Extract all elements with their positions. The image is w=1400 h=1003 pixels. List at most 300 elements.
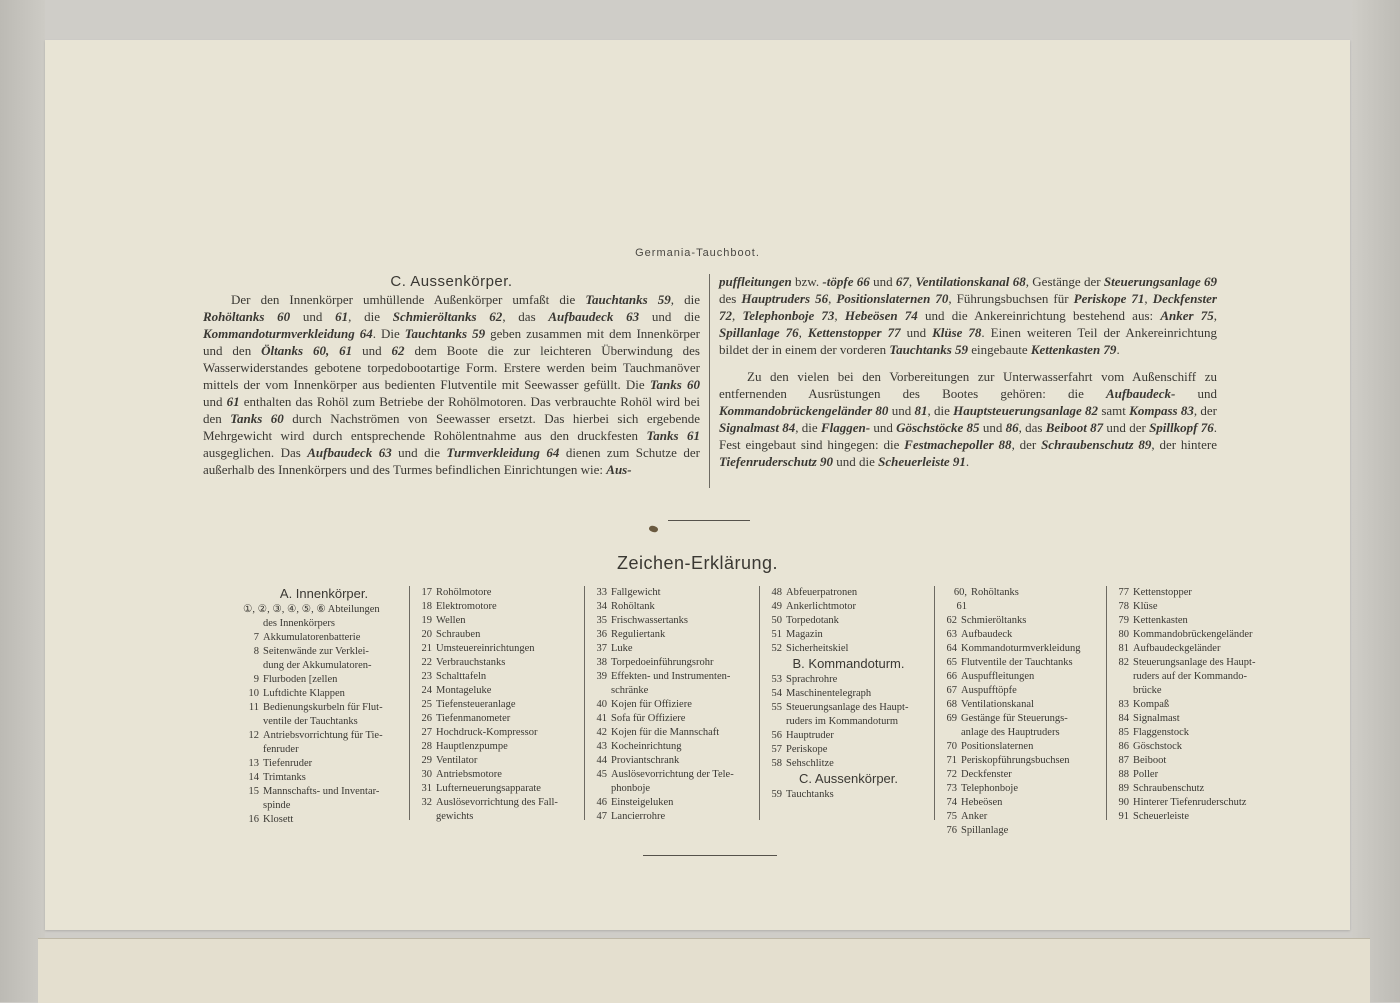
- text-run: und: [203, 394, 227, 409]
- legend-item-number: 87: [1118, 755, 1129, 766]
- text-run: und die: [639, 309, 700, 324]
- legend-item-number: 37: [596, 643, 607, 654]
- legend-item-label: Abfeuerpatronen: [786, 587, 858, 598]
- legend-item-number: 9: [253, 674, 259, 685]
- legend-item-label: brücke: [1133, 685, 1162, 696]
- emphasized-term: Tanks 60: [230, 411, 284, 426]
- legend-item: [1113, 628, 1278, 642]
- text-run: ,: [798, 325, 808, 340]
- legend-item-number: 88: [1118, 769, 1129, 780]
- legend-item-number: 56: [771, 730, 782, 741]
- legend-item: [766, 715, 931, 729]
- legend-item-number: 15: [248, 786, 259, 797]
- legend-item: [591, 796, 756, 810]
- legend-item: [243, 729, 405, 743]
- paragraph-2: [719, 368, 1217, 470]
- legend-item-label: Tauchtanks: [786, 789, 834, 800]
- legend-item-label: Schraubenschutz: [1133, 783, 1205, 794]
- legend-item-number: 46: [596, 797, 607, 808]
- legend-item-label: Flurboden [zellen: [263, 674, 338, 685]
- text-column-right: [719, 273, 1217, 470]
- legend-item-number: 40: [596, 699, 607, 710]
- text-run: enthalten das Rohöl zum Betriebe der Rohölmotoren. Das verbrauchte Rohöl wird bei den: [203, 394, 700, 426]
- emphasized-term: Hauptruders 56: [741, 291, 829, 306]
- legend-item: [766, 757, 931, 771]
- legend-item-number: [941, 726, 957, 740]
- text-run: . Einen weiteren Teil der Ankereinrichtung bildet der in einem der vorderen: [719, 325, 1218, 357]
- legend-item: [591, 768, 756, 782]
- legend-item-label: spinde: [263, 800, 291, 811]
- legend-item-number: 67: [946, 685, 957, 696]
- legend-item: [243, 617, 405, 631]
- text-column-left: [203, 273, 700, 478]
- legend-item-number: 86: [1118, 741, 1129, 752]
- legend-item: [1113, 600, 1278, 614]
- legend-item-number: 47: [596, 811, 607, 822]
- legend-item-label: Ventilator: [436, 755, 478, 766]
- text-run: und: [888, 403, 915, 418]
- legend-item-number: 43: [596, 741, 607, 752]
- legend-item-number: [243, 659, 259, 673]
- legend-item: [766, 642, 931, 656]
- legend-item-number: 75: [946, 811, 957, 822]
- legend-item-label: Periskopführungsbuchsen: [961, 755, 1070, 766]
- legend-item: [243, 799, 405, 813]
- text-run: .: [965, 454, 970, 469]
- legend-item-label: Ankerlichtmotor: [786, 601, 856, 612]
- emphasized-term: Aufbaudeck-: [1106, 386, 1176, 401]
- legend-item-label: Hochdruck-Kompressor: [436, 727, 538, 738]
- legend-item: [243, 813, 405, 827]
- legend-item-number: [591, 782, 607, 796]
- text-run: , das: [1018, 420, 1046, 435]
- legend-item: [416, 726, 581, 740]
- text-run: .: [1116, 342, 1120, 357]
- legend-item: [766, 743, 931, 757]
- text-run: ,: [1213, 308, 1218, 323]
- emphasized-term: Spillkopf 76: [1149, 420, 1214, 435]
- legend-item: [243, 771, 405, 785]
- legend-item-label: Periskope: [786, 744, 828, 755]
- text-run: durch Nachströmen von Seewasser ersetzt. Das hierbei sich ergebende Mehrgewicht wird durch entsprechende Rohölentnahme aus den druckfesten: [203, 411, 700, 443]
- legend-title: Zeichen-Erklärung.: [616, 553, 779, 573]
- legend-item-label: Sprachrohre: [786, 674, 838, 685]
- text-run: und der: [1103, 420, 1150, 435]
- legend-item: [941, 754, 1106, 768]
- legend-item-number: 63: [946, 629, 957, 640]
- emphasized-term: Öltanks 60, 61: [261, 343, 353, 358]
- emphasized-term: 62: [391, 343, 405, 358]
- legend-item-label: Reguliertank: [611, 629, 666, 640]
- legend-item-label: schränke: [611, 685, 649, 696]
- section-title: C. Aussenkörper.: [390, 273, 513, 290]
- legend-item-label: Effekten- und Instrumenten-: [611, 671, 731, 682]
- legend-item-label: ①, ②, ③, ④, ⑤, ⑥ Abteilungen: [243, 604, 380, 615]
- legend-item: [766, 701, 931, 715]
- legend-item-label: Wellen: [436, 615, 466, 626]
- legend-item: [1113, 614, 1278, 628]
- legend-item: [591, 586, 756, 600]
- legend-item-number: 68: [946, 699, 957, 710]
- legend-item: [766, 628, 931, 642]
- legend-column-6: [1113, 586, 1278, 824]
- legend-item-label: Einsteigeluken: [611, 797, 674, 808]
- legend-item: [1113, 642, 1278, 656]
- legend-item: [416, 642, 581, 656]
- legend-item-label: ventile der Tauchtanks: [263, 716, 358, 727]
- legend-item: [591, 712, 756, 726]
- legend-item-label: Ventilationskanal: [961, 699, 1034, 710]
- legend-item-number: 71: [946, 755, 957, 766]
- legend-item: [1113, 768, 1278, 782]
- legend-item-number: [243, 715, 259, 729]
- emphasized-term: Signalmast 84: [719, 420, 796, 435]
- legend-item-label: Steuerungsanlage des Haupt-: [1133, 657, 1256, 668]
- legend-column-4: [766, 586, 931, 802]
- legend-subheading: A. Innenkörper.: [279, 586, 369, 601]
- legend-column-separator: [934, 586, 935, 820]
- legend-item-label: Luftdichte Klappen: [263, 688, 345, 699]
- legend-item-label: Elektromotore: [436, 601, 497, 612]
- emphasized-term: 81: [914, 403, 928, 418]
- legend-item: [1113, 656, 1278, 670]
- legend-item-label: Steuerungsanlage des Haupt-: [786, 702, 909, 713]
- legend-item: [941, 768, 1106, 782]
- document-page: [45, 40, 1350, 930]
- text-run: ,: [828, 291, 837, 306]
- emphasized-term: Hauptsteuerungsanlage 82: [953, 403, 1099, 418]
- legend-item-label: Magazin: [786, 629, 823, 640]
- emphasized-term: Kommandobrückengeländer 80: [719, 403, 889, 418]
- legend-item: [766, 729, 931, 743]
- emphasized-term: Anker 75: [1160, 308, 1214, 323]
- emphasized-term: Festmachepoller 88: [904, 437, 1012, 452]
- emphasized-term: Turmverkleidung 64: [446, 445, 560, 460]
- legend-item-number: 21: [421, 643, 432, 654]
- ink-blot: [648, 525, 659, 534]
- legend-column-separator: [584, 586, 585, 820]
- legend-item: [591, 782, 756, 796]
- text-run: . Fest eingebaut sind hingegen: die: [719, 420, 1217, 452]
- legend-item-number: 90: [1118, 797, 1129, 808]
- legend-item-label: Spillanlage: [961, 825, 1009, 836]
- legend-item: [941, 586, 1106, 614]
- legend-item-number: 12: [248, 730, 259, 741]
- legend-item-label: Beiboot: [1133, 755, 1167, 766]
- emphasized-term: Tiefenruderschutz 90: [719, 454, 833, 469]
- legend-item-number: 36: [596, 629, 607, 640]
- legend-item-label: Rohöltank: [611, 601, 655, 612]
- text-run: Zu den vielen bei den Vorbereitungen zur Unterwasserfahrt vom Außenschiff zu entfernenden Ausrüstungen des Bootes gehören: die: [719, 369, 1217, 401]
- legend-item-number: 28: [421, 741, 432, 752]
- legend-item-number: 81: [1118, 643, 1129, 654]
- legend-column-5: [941, 586, 1106, 838]
- legend-item-label: Schrauben: [436, 629, 481, 640]
- emphasized-term: Ventilationskanal 68: [915, 274, 1026, 289]
- legend-subheading: B. Kommandoturm.: [792, 656, 905, 671]
- text-run: und: [900, 325, 933, 340]
- emphasized-term: puffleitungen: [719, 274, 792, 289]
- legend-item-label: Kocheinrichtung: [611, 741, 682, 752]
- legend-column-separator: [759, 586, 760, 820]
- legend-item: [591, 642, 756, 656]
- emphasized-term: Tauchtanks 59: [889, 342, 969, 357]
- legend-item-label: phonboje: [611, 783, 651, 794]
- text-run: des: [719, 291, 742, 306]
- emphasized-term: 61: [226, 394, 240, 409]
- paragraph-1: [203, 291, 700, 478]
- legend-item: [1113, 698, 1278, 712]
- emphasized-term: Periskope 71: [1073, 291, 1145, 306]
- legend-item: [1113, 782, 1278, 796]
- emphasized-term: 86: [1005, 420, 1019, 435]
- emphasized-term: Deckfenster 72: [719, 291, 1217, 323]
- legend-item-number: 16: [248, 814, 259, 825]
- legend-item: [416, 656, 581, 670]
- legend-item-label: Deckfenster: [961, 769, 1012, 780]
- legend-item-number: 52: [771, 643, 782, 654]
- legend-item-number: 38: [596, 657, 607, 668]
- legend-item-number: 76: [946, 825, 957, 836]
- emphasized-term: Tauchtanks 59: [404, 326, 486, 341]
- legend-item: [243, 673, 405, 687]
- legend-item: [1113, 684, 1278, 698]
- legend-item-label: Aufbaudeck: [961, 629, 1013, 640]
- text-run: Der den Innenkörper umhüllende Außenkörper umfaßt die: [231, 292, 586, 307]
- legend-column-2: [416, 586, 581, 824]
- text-run: ,: [732, 308, 743, 323]
- legend-item-number: 39: [596, 671, 607, 682]
- legend-item-number: 17: [421, 587, 432, 598]
- emphasized-term: Göschstöcke 85: [896, 420, 980, 435]
- legend-item-number: 23: [421, 671, 432, 682]
- legend-item: [591, 754, 756, 768]
- legend-item-label: Scheuerleiste: [1133, 811, 1189, 822]
- legend-item: [591, 684, 756, 698]
- emphasized-term: Flaggen-: [820, 420, 871, 435]
- legend-column-separator: [1106, 586, 1107, 820]
- legend-item-number: 45: [596, 769, 607, 780]
- legend-item-number: 44: [596, 755, 607, 766]
- legend-item-label: Umsteuereinrichtungen: [436, 643, 535, 654]
- legend-item-label: dung der Akkumulatoren-: [263, 660, 372, 671]
- emphasized-term: Tanks 60: [649, 377, 700, 392]
- legend-item-label: Göschstock: [1133, 741, 1182, 752]
- legend-item-number: [243, 743, 259, 757]
- legend-item-label: Kojen für die Mannschaft: [611, 727, 720, 738]
- legend-column-separator: [409, 586, 410, 820]
- legend-item: [941, 810, 1106, 824]
- background-right: [1352, 0, 1400, 1002]
- legend-item: [591, 810, 756, 824]
- legend-item: [416, 754, 581, 768]
- legend-item-label: fenruder: [263, 744, 299, 755]
- text-run: und: [290, 309, 336, 324]
- emphasized-term: Aufbaudeck 63: [548, 309, 640, 324]
- legend-item-label: Mannschafts- und Inventar-: [263, 786, 380, 797]
- emphasized-term: Tanks 61: [646, 428, 700, 443]
- legend-item-label: Auslösevorrichtung des Fall-: [436, 797, 558, 808]
- legend-item-number: 31: [421, 783, 432, 794]
- text-run: und: [1175, 386, 1218, 401]
- legend-item: [416, 684, 581, 698]
- emphasized-term: Kettenstopper 77: [807, 325, 901, 340]
- running-header: Germania-Tauchboot.: [635, 247, 760, 259]
- legend-item: [416, 796, 581, 810]
- legend-item-label: Hauptlenzpumpe: [436, 741, 508, 752]
- legend-item-label: Hauptruder: [786, 730, 834, 741]
- legend-item-label: Kettenstopper: [1133, 587, 1192, 598]
- legend-item: [941, 782, 1106, 796]
- legend-item-label: Tiefensteueranlage: [436, 699, 516, 710]
- text-run: , die: [348, 309, 393, 324]
- legend-item: [243, 701, 405, 715]
- emphasized-term: Klüse 78: [932, 325, 982, 340]
- text-run: und die Ankereinrichtung bestehend aus:: [917, 308, 1161, 323]
- legend-item-number: 20: [421, 629, 432, 640]
- emphasized-term: Kettenkasten 79: [1030, 342, 1117, 357]
- legend-item-label: Anker: [961, 811, 988, 822]
- legend-item-label: Flaggenstock: [1133, 727, 1189, 738]
- legend-item-label: Tiefenmanometer: [436, 713, 511, 724]
- legend-item-number: 10: [248, 688, 259, 699]
- emphasized-term: Aufbaudeck 63: [307, 445, 392, 460]
- legend-item: [941, 642, 1106, 656]
- legend-item: [591, 600, 756, 614]
- text-run: geben zusammen mit dem Innenkörper und den: [203, 326, 700, 358]
- legend-item-number: 29: [421, 755, 432, 766]
- legend-item-number: 73: [946, 783, 957, 794]
- legend-item-label: Akkumulatorenbatterie: [263, 632, 361, 643]
- legend-item-label: Aufbaudeckgeländer: [1133, 643, 1221, 654]
- text-run: und die: [391, 445, 447, 460]
- legend-item: [941, 726, 1106, 740]
- emphasized-term: 67: [895, 274, 909, 289]
- legend-item-label: Lancierrohre: [611, 811, 666, 822]
- legend-item-label: ruders im Kommandoturm: [786, 716, 898, 727]
- legend-item: [416, 600, 581, 614]
- legend-item-label: Trimtanks: [263, 772, 306, 783]
- legend-item-label: Poller: [1133, 769, 1159, 780]
- legend-item-number: 66: [946, 671, 957, 682]
- legend-item-label: Luke: [611, 643, 633, 654]
- legend-item-number: 54: [771, 688, 782, 699]
- legend-item-number: 35: [596, 615, 607, 626]
- legend-item-label: Hebeösen: [961, 797, 1003, 808]
- text-run: , Gestänge der: [1025, 274, 1104, 289]
- text-run: , der hintere: [1151, 437, 1217, 452]
- emphasized-term: Schmieröltanks 62: [392, 309, 503, 324]
- legend-item-number: 34: [596, 601, 607, 612]
- legend-item-label: Tiefenruder: [263, 758, 313, 769]
- legend-item-label: Antriebsvorrichtung für Tie-: [263, 730, 383, 741]
- legend-item: [416, 614, 581, 628]
- legend-item: [941, 628, 1106, 642]
- legend-item: [1113, 810, 1278, 824]
- legend-item-label: Torpedoeinführungsrohr: [611, 657, 714, 668]
- text-run: eingebaute: [968, 342, 1031, 357]
- emphasized-term: Beiboot 87: [1045, 420, 1104, 435]
- legend-item-label: Flutventile der Tauchtanks: [961, 657, 1073, 668]
- text-run: , die: [927, 403, 954, 418]
- legend-item: [591, 614, 756, 628]
- legend-item: [416, 670, 581, 684]
- text-run: bzw.: [791, 274, 823, 289]
- legend-item-label: Montageluke: [436, 685, 492, 696]
- text-run: , der: [1011, 437, 1042, 452]
- legend-item-label: Verbrauchstanks: [436, 657, 506, 668]
- legend-item-label: Rohöltanks: [971, 587, 1019, 598]
- legend-item-label: Schalttafeln: [436, 671, 487, 682]
- legend-item-label: Auspuffleitungen: [961, 671, 1035, 682]
- text-run: . Die: [372, 326, 405, 341]
- legend-item-number: 22: [421, 657, 432, 668]
- emphasized-term: Rohöltanks 60: [203, 309, 291, 324]
- legend-item-number: [591, 684, 607, 698]
- legend-item-label: Frischwassertanks: [611, 615, 688, 626]
- legend-item-number: 24: [421, 685, 432, 696]
- legend-item: [416, 586, 581, 600]
- divider-rule: [668, 520, 750, 521]
- text-run: , das: [502, 309, 549, 324]
- paragraph-1-continued: [719, 273, 1217, 358]
- legend-item: [591, 628, 756, 642]
- emphasized-term: Steuerungsanlage 69: [1103, 274, 1218, 289]
- lower-page-edge: [38, 938, 1370, 1003]
- legend-item-number: 91: [1118, 811, 1129, 822]
- legend-item-number: [766, 715, 782, 729]
- legend-item-number: 26: [421, 713, 432, 724]
- emphasized-term: Telephonboje 73: [742, 308, 835, 323]
- legend-item: [766, 600, 931, 614]
- text-run: , der: [1193, 403, 1217, 418]
- legend-item: [766, 586, 931, 600]
- legend-item: [416, 712, 581, 726]
- legend-item: [591, 670, 756, 684]
- text-run: dem Boote die zur leichteren Überwindung des Wasserwiderstandes gebotene torpedobootartige Form. Erstere werden beim Tauchmanöver mittels der vom Innenkörper aus bedienten Flutventile mit Seewasser gefüllt. Die: [203, 343, 700, 392]
- legend-item-label: Maschinentelegraph: [786, 688, 872, 699]
- legend-item: [243, 659, 405, 673]
- legend-item-number: [243, 799, 259, 813]
- legend-item-number: 18: [421, 601, 432, 612]
- legend-item-label: Signalmast: [1133, 713, 1180, 724]
- legend-item: [941, 712, 1106, 726]
- legend-item-number: 89: [1118, 783, 1129, 794]
- legend-item-number: 84: [1118, 713, 1129, 724]
- legend-item-number: 55: [771, 702, 782, 713]
- legend-item: [1113, 726, 1278, 740]
- legend-item-number: 41: [596, 713, 607, 724]
- text-run: , die: [795, 420, 821, 435]
- legend-item-number: 82: [1118, 657, 1129, 668]
- text-run: dienen zum Schutze der außerhalb des Innenkörpers und des Turmes befindlichen Einrichtungen wie:: [203, 445, 700, 477]
- text-run: , Führungsbuchsen für: [948, 291, 1074, 306]
- emphasized-term: Spillanlage 76: [719, 325, 799, 340]
- legend-item: [1113, 754, 1278, 768]
- legend-item-label: Proviantschrank: [611, 755, 680, 766]
- text-run: ,: [908, 274, 916, 289]
- legend-item: [766, 788, 931, 802]
- legend-item: [941, 796, 1106, 810]
- legend-item-number: 85: [1118, 727, 1129, 738]
- text-run: , die: [670, 292, 700, 307]
- legend-item-number: 72: [946, 769, 957, 780]
- legend-item-number: 79: [1118, 615, 1129, 626]
- legend-item: [941, 698, 1106, 712]
- legend-item: [243, 757, 405, 771]
- legend-item: [416, 628, 581, 642]
- legend-item-number: 32: [421, 797, 432, 808]
